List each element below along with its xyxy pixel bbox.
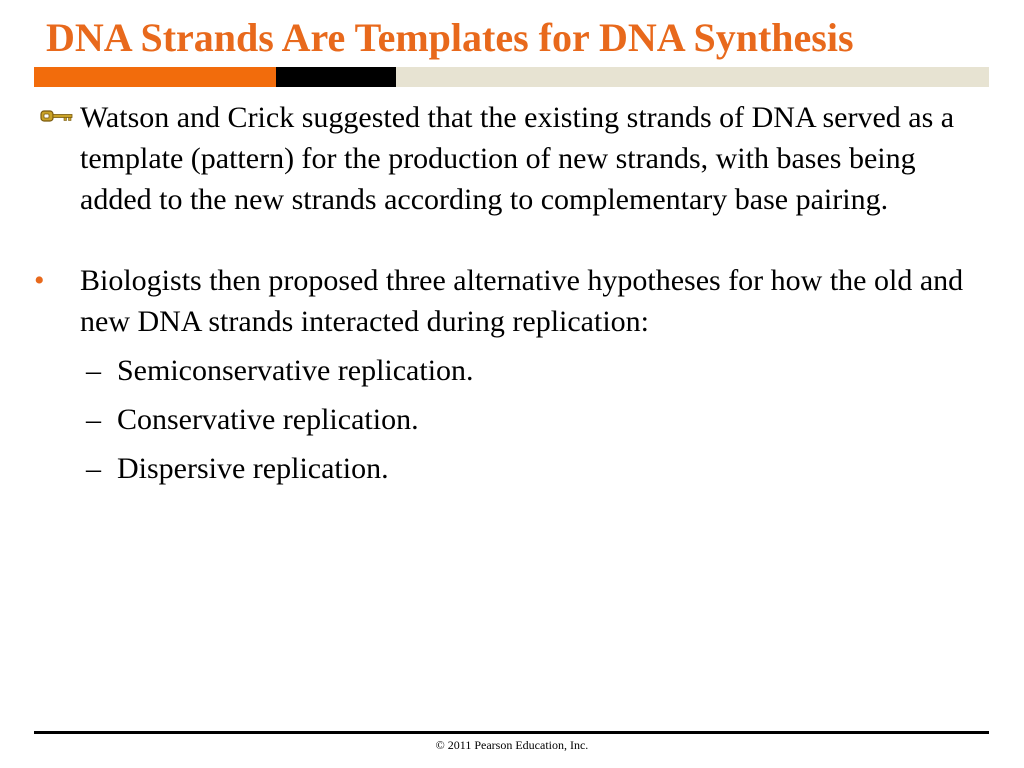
slide-body [34, 97, 994, 489]
title-underline-bar [34, 67, 989, 87]
title-bar-black-segment [276, 67, 396, 87]
dash-marker: – [86, 403, 101, 436]
sub-bullet-text: Dispersive replication. [117, 452, 389, 485]
sub-bullet-text: Conservative replication. [117, 403, 419, 436]
slide-title: DNA Strands Are Templates for DNA Synthesis [46, 15, 854, 60]
title-bar-beige-segment [396, 67, 989, 87]
sub-bullet-text: Semiconservative replication. [117, 354, 474, 387]
bullet-text: Watson and Crick suggested that the existing strands of DNA served as a template (pattern) for the production of new strands, with bases being added to the new strands according to complementary base pairing. [80, 101, 955, 216]
dash-marker: – [86, 354, 101, 387]
bullet-item [34, 97, 994, 220]
title-bar-orange-segment [34, 67, 276, 87]
dash-marker: – [86, 452, 101, 485]
copyright-notice: © 2011 Pearson Education, Inc. [435, 738, 589, 752]
sub-bullet-item [34, 350, 994, 391]
bullet-text: Biologists then proposed three alternative hypotheses for how the old and new DNA strands interacted during replication: [80, 264, 964, 338]
footer-divider [34, 731, 989, 734]
bullet-item [34, 260, 994, 342]
bullet-dot-icon: • [34, 264, 45, 297]
sub-bullet-item [34, 448, 994, 489]
sub-bullet-item [34, 399, 994, 440]
